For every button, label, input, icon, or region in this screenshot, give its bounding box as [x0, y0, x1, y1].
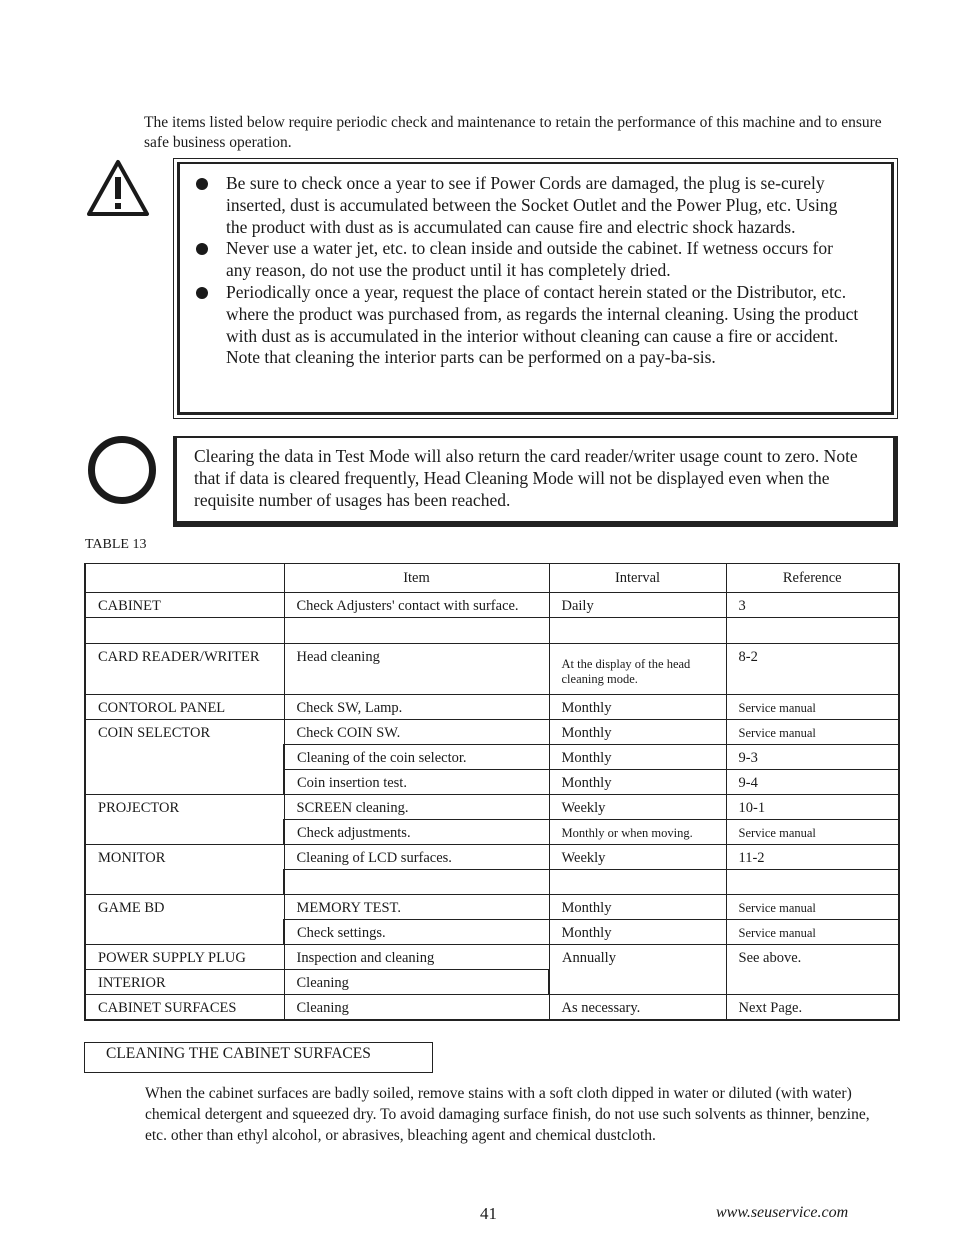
bullet-dot-icon [196, 287, 208, 299]
table-cell: Check SW, Lamp. [284, 695, 549, 720]
table-cell: Monthly [549, 920, 726, 945]
note-text: Clearing the data in Test Mode will also return the card reader/writer usage count to zero. Note that if data is cleared frequently, Head Cleaning Mode will not be displayed even when the requisite number of usages has been reached. [194, 446, 858, 510]
warning-bullet-text: Be sure to check once a year to see if Power Cords are damaged, the plug is se-curely inserted, dust is accumulated between the Socket Outlet and the Power Plug, etc. Using the product with dust as is accumulated can cause fire and electric shock hazards. [226, 173, 838, 237]
table-cell [549, 870, 726, 895]
warning-triangle-icon [85, 158, 151, 218]
table-row [85, 618, 899, 644]
table-cell: MEMORY TEST. [284, 895, 549, 920]
table-cell: Check Adjusters' contact with surface. [284, 593, 549, 618]
table-cell: As necessary. [549, 995, 726, 1020]
page-number: 41 [480, 1204, 497, 1223]
table-row [85, 644, 899, 695]
table-cell: 9-4 [726, 770, 899, 795]
table-cell: 8-2 [726, 644, 899, 695]
table-cell: See above. [726, 945, 899, 995]
section-title: CLEANING THE CABINET SURFACES [84, 1042, 433, 1073]
table-header-cell: Item [284, 564, 549, 593]
table-cell [85, 618, 284, 644]
table-header-cell [85, 564, 284, 593]
table-cell: 3 [726, 593, 899, 618]
table-row [85, 795, 899, 820]
warning-bullet-text: Never use a water jet, etc. to clean inside and outside the cabinet. If wetness occurs for any reason, do not use the product until it has completely dried. [226, 238, 833, 281]
table-label: TABLE 13 [85, 537, 147, 552]
table-cell: Service manual [726, 920, 899, 945]
table-cell: INTERIOR [85, 970, 284, 995]
table-cell: 11-2 [726, 845, 899, 870]
table-cell: Next Page. [726, 995, 899, 1020]
table-cell: Annually [549, 945, 726, 995]
table-cell: Cleaning of the coin selector. [284, 745, 549, 770]
table-header-row [85, 564, 899, 593]
table-cell: Check settings. [284, 920, 549, 945]
table-cell: CABINET [85, 593, 284, 618]
table-header-cell: Reference [726, 564, 899, 593]
warning-bullet [195, 238, 860, 282]
table-cell [726, 870, 899, 895]
table-row [85, 945, 899, 970]
table-cell: POWER SUPPLY PLUG [85, 945, 284, 970]
table-cell: Service manual [726, 720, 899, 745]
table-cell: COIN SELECTOR [85, 720, 284, 795]
bullet-dot-icon [196, 243, 208, 255]
table-cell: CONTOROL PANEL [85, 695, 284, 720]
table-cell: Monthly [549, 895, 726, 920]
warning-bullet [195, 173, 860, 238]
table-cell: Cleaning of LCD surfaces. [284, 845, 549, 870]
table-cell: Service manual [726, 820, 899, 845]
table-cell: Check adjustments. [284, 820, 549, 845]
warning-bullets [195, 173, 860, 369]
table-cell: Service manual [726, 895, 899, 920]
table-cell: 10-1 [726, 795, 899, 820]
table-row [85, 695, 899, 720]
table-cell: Weekly [549, 795, 726, 820]
table-cell: CARD READER/WRITER [85, 644, 284, 695]
table-cell: PROJECTOR [85, 795, 284, 845]
table-cell: Service manual [726, 695, 899, 720]
table-cell: SCREEN cleaning. [284, 795, 549, 820]
table-cell: Monthly [549, 695, 726, 720]
table-cell [549, 618, 726, 644]
table-row [85, 720, 899, 745]
table-row [85, 995, 899, 1020]
body-paragraph: When the cabinet surfaces are badly soiled, remove stains with a soft cloth dipped in water or diluted (with water) chemical detergent and squeezed dry. To avoid damaging surface finish, do not use such solvents as thinner, benzine, etc. other than ethyl alcohol, or abrasives, bleaching agent and chemical dustcloth. [145, 1085, 870, 1144]
table-cell: GAME BD [85, 895, 284, 945]
table-header-cell: Interval [549, 564, 726, 593]
table-row [85, 845, 899, 870]
table-cell: CABINET SURFACES [85, 995, 284, 1020]
warning-bullet [195, 282, 860, 369]
table-cell: Monthly [549, 745, 726, 770]
table-cell: Coin insertion test. [284, 770, 549, 795]
table-cell: At the display of the head cleaning mode. [549, 644, 726, 695]
table-cell: Weekly [549, 845, 726, 870]
table-cell [726, 618, 899, 644]
bullet-dot-icon [196, 178, 208, 190]
table-cell: Monthly [549, 770, 726, 795]
warning-bullet-text: Periodically once a year, request the place of contact herein stated or the Distributor, etc. where the product was purchased from, as regards the internal cleaning. Using the product with dust as is accumulated in the interior without cleaning can cause a fire or accident. Note that cleaning the interior parts can be performed on a pay-ba-sis. [226, 281, 859, 368]
table-cell: Head cleaning [284, 644, 549, 695]
website-link[interactable]: www.seuservice.com [716, 1204, 849, 1221]
intro-paragraph: The items listed below require periodic check and maintenance to retain the performance of this machine and to ensure safe business operation. [144, 114, 882, 151]
table-row [85, 593, 899, 618]
table-cell: Cleaning [284, 995, 549, 1020]
circle-icon [88, 436, 156, 504]
table-cell: MONITOR [85, 845, 284, 895]
table-cell: Inspection and cleaning [284, 945, 549, 970]
table-cell: Check COIN SW. [284, 720, 549, 745]
table-cell [284, 870, 549, 895]
maintenance-table [84, 563, 900, 1021]
table-cell [284, 618, 549, 644]
table-cell: Daily [549, 593, 726, 618]
table-cell: Cleaning [284, 970, 549, 995]
table-row [85, 895, 899, 920]
table-cell: 9-3 [726, 745, 899, 770]
table-cell: Monthly [549, 720, 726, 745]
table-cell: Monthly or when moving. [549, 820, 726, 845]
